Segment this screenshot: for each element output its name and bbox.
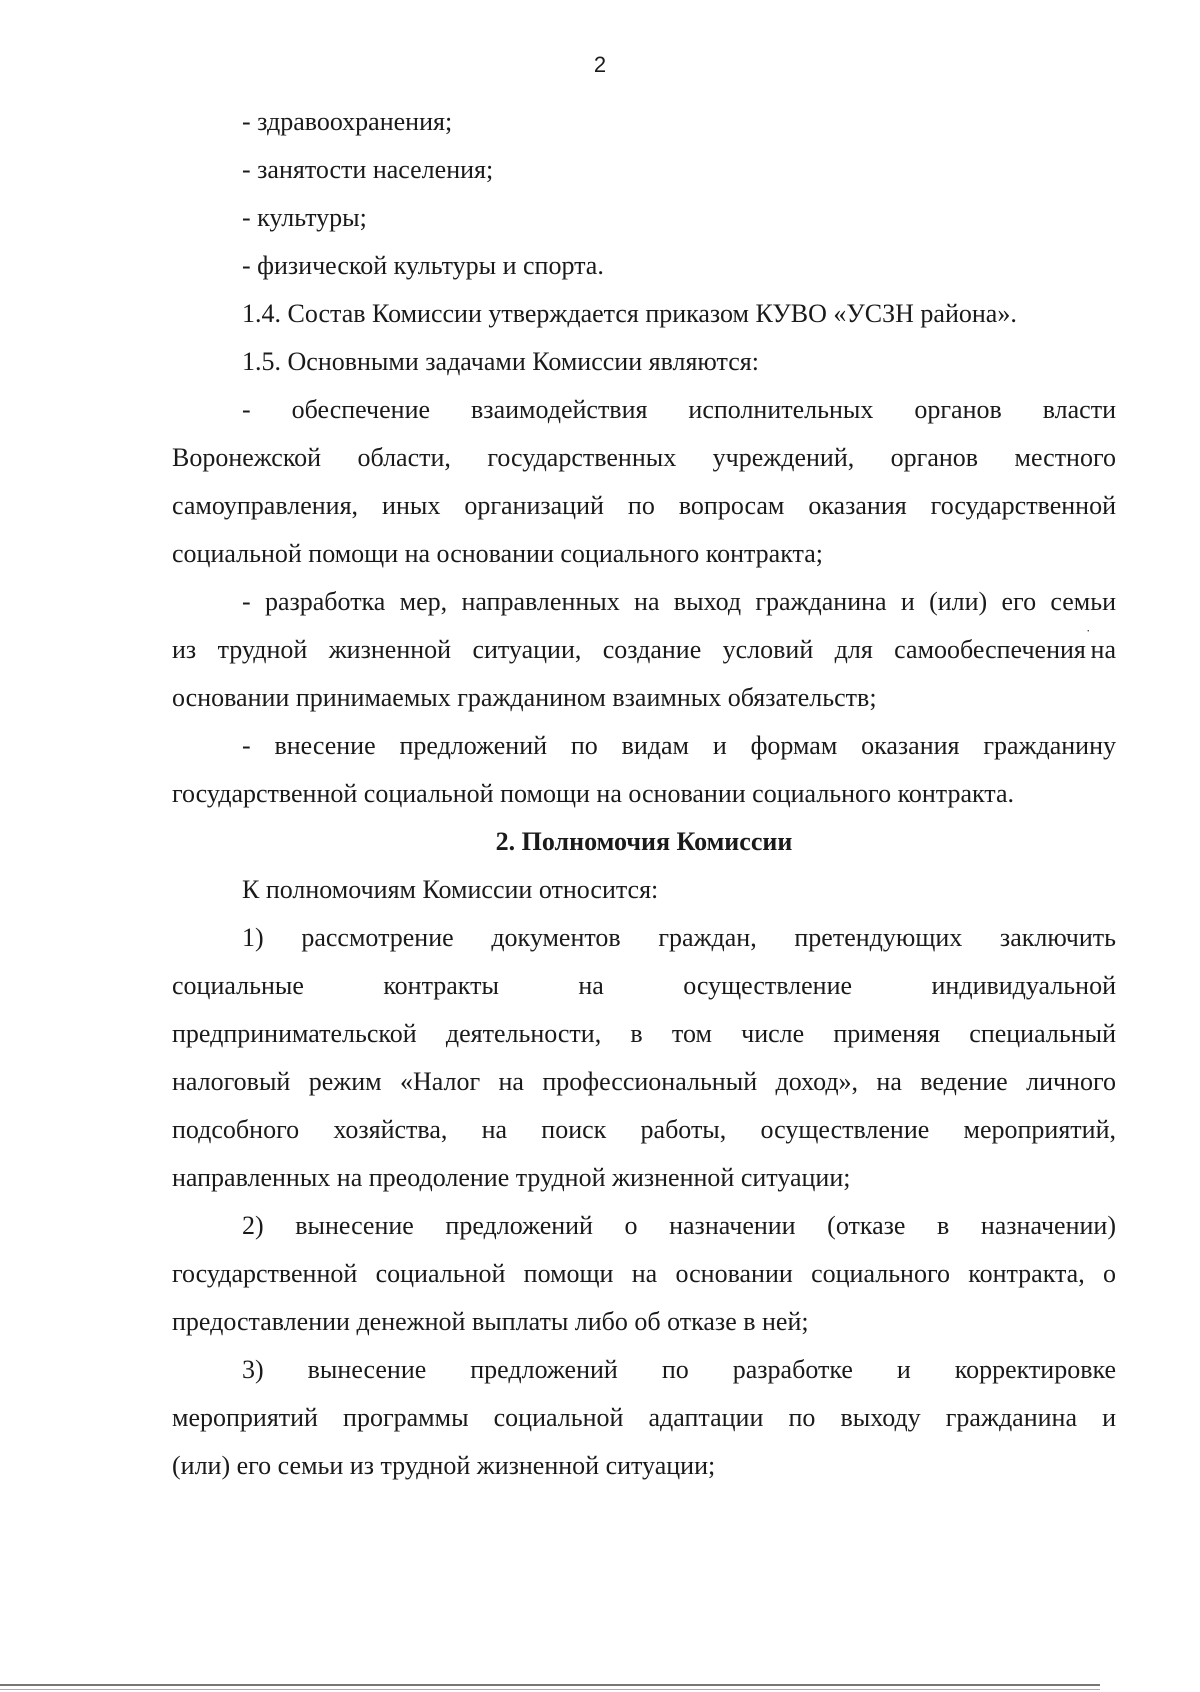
list-item: - здравоохранения;: [242, 107, 453, 136]
power-3-line: (или) его семьи из трудной жизненной ситуации;: [172, 1451, 716, 1480]
task-1-line: самоуправления, иных организаций по вопросам оказания государственной: [172, 491, 1116, 520]
scan-speck: ˙: [1085, 628, 1091, 643]
list-item: - культуры;: [242, 203, 367, 232]
power-2-line: государственной социальной помощи на основании социального контракта, о: [172, 1259, 1116, 1288]
section-heading: 2. Полномочия Комиссии: [495, 827, 793, 856]
task-1-line: - обеспечение взаимодействия исполнительных органов власти: [242, 395, 1116, 424]
document-body: [172, 98, 1116, 1490]
scan-edge-line: [0, 1689, 1100, 1690]
task-2-line: [172, 626, 1116, 674]
power-1-line: налоговый режим «Налог на профессиональный доход», на ведение личного: [172, 1067, 1116, 1096]
power-3-line: 3) вынесение предложений по разработке и корректировке: [242, 1355, 1116, 1384]
clause-1-5: 1.5. Основными задачами Комиссии являются:: [242, 347, 759, 376]
page-number: 2: [593, 52, 607, 77]
task-3-line: - внесение предложений по видам и формам оказания гражданину: [242, 731, 1116, 760]
power-2-line: 2) вынесение предложений о назначении (отказе в назначении): [242, 1211, 1116, 1240]
power-1-line: социальные контракты на осуществление индивидуальной: [172, 971, 1116, 1000]
clause-1-4: 1.4. Состав Комиссии утверждается приказом КУВО «УСЗН района».: [242, 299, 1017, 328]
power-1-line: 1) рассмотрение документов граждан, претендующих заключить: [242, 923, 1116, 952]
task-3-line: государственной социальной помощи на основании социального контракта.: [172, 779, 1015, 808]
task-2-text: из трудной жизненной ситуации, создание условий для самообеспечения: [172, 635, 1086, 664]
task-1-line: социальной помощи на основании социального контракта;: [172, 539, 823, 568]
power-1-line: направленных на преодоление трудной жизненной ситуации;: [172, 1163, 851, 1192]
task-2-line: - разработка мер, направленных на выход гражданина и (или) его семьи: [242, 587, 1116, 616]
list-item: - занятости населения;: [242, 155, 494, 184]
power-3-line: мероприятий программы социальной адаптации по выходу гражданина и: [172, 1403, 1116, 1432]
section-intro: К полномочиям Комиссии относится:: [242, 875, 659, 904]
scan-edge-line: [0, 1684, 1100, 1686]
power-2-line: предоставлении денежной выплаты либо об отказе в ней;: [172, 1307, 809, 1336]
task-2-line: основании принимаемых гражданином взаимных обязательств;: [172, 683, 877, 712]
task-1-line: Воронежской области, государственных учреждений, органов местного: [172, 443, 1116, 472]
power-1-line: подсобного хозяйства, на поиск работы, осуществление мероприятий,: [172, 1115, 1116, 1144]
task-2-text-end: на: [1090, 635, 1116, 664]
power-1-line: предпринимательской деятельности, в том числе применяя специальный: [172, 1019, 1116, 1048]
list-item: - физической культуры и спорта.: [242, 251, 604, 280]
